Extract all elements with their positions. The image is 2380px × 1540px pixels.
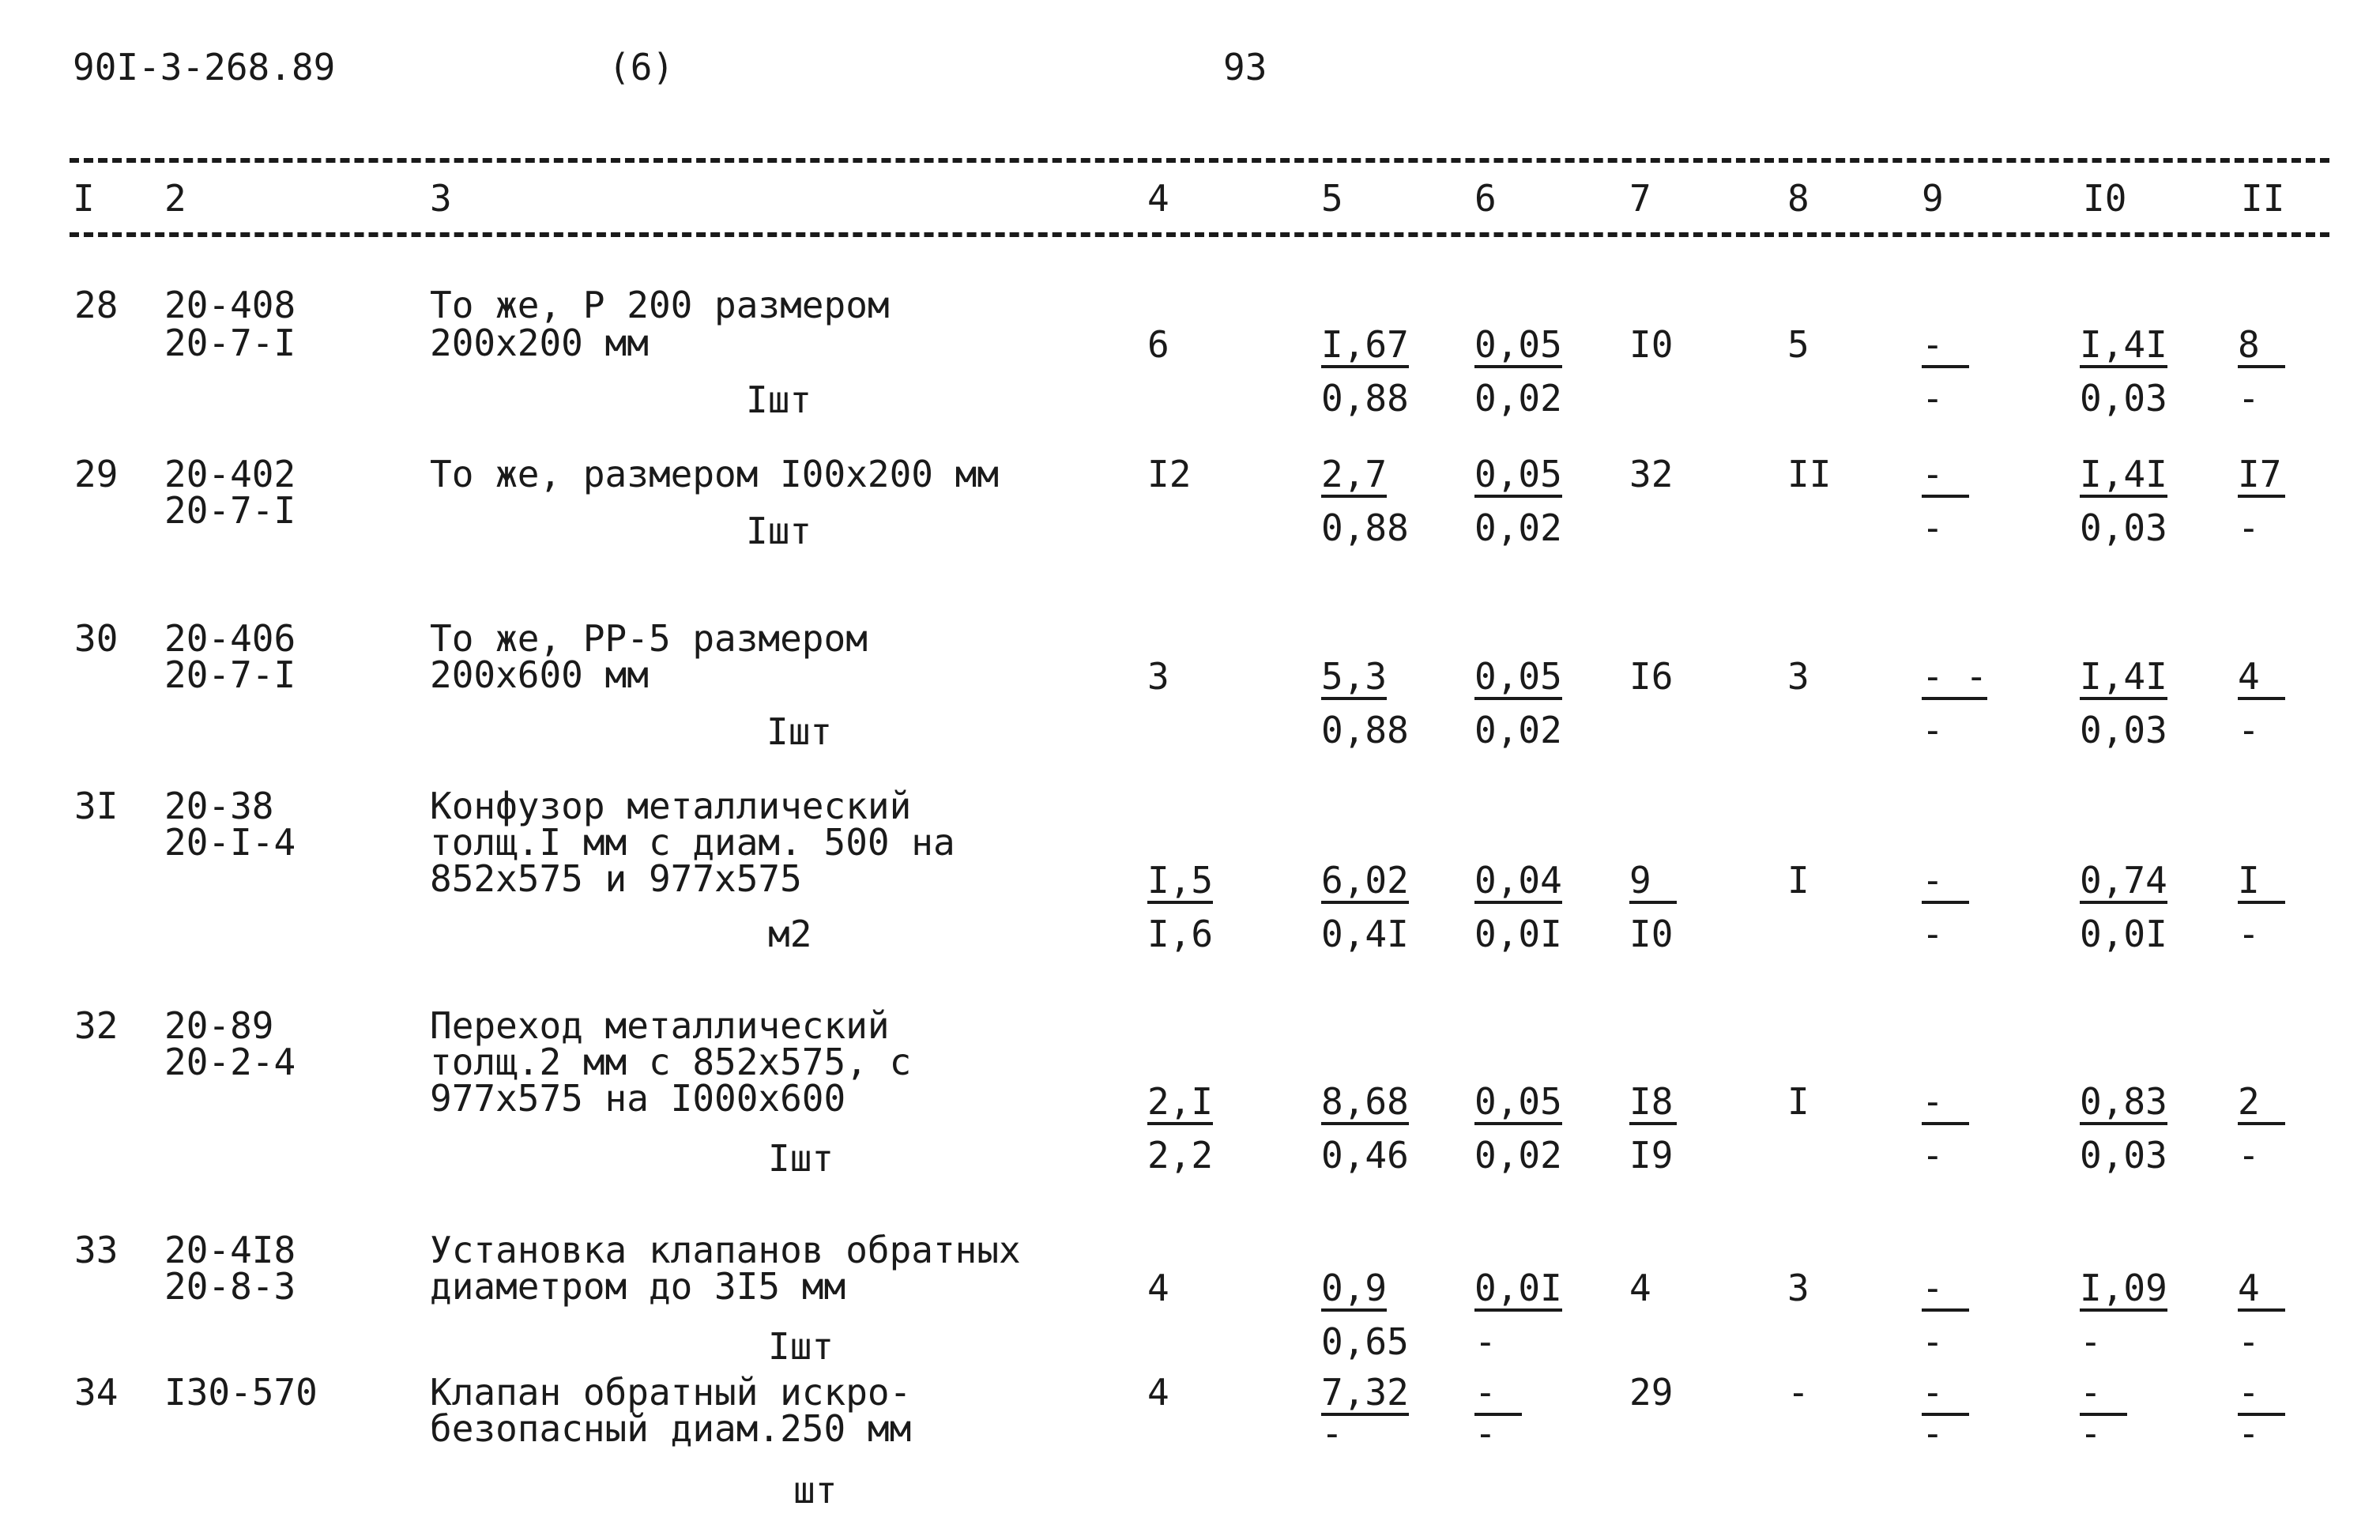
column-header: 9 [1922, 177, 1944, 220]
description-line: То же, Р 200 размером [430, 284, 890, 326]
column-header: 5 [1321, 177, 1343, 220]
value-col8: - [1787, 1371, 1809, 1414]
value-col10-bottom: 0,03 [2080, 709, 2167, 751]
value-col7-bottom: I0 [1629, 913, 1674, 955]
column-header: 3 [430, 177, 452, 220]
value-col6-top: 0,05 [1474, 657, 1562, 700]
value-col9-top: - [1922, 1083, 1969, 1125]
value-col4: I2 [1147, 453, 1192, 495]
column-header: II [2241, 177, 2285, 220]
value-col11-bottom: - [2238, 1412, 2260, 1455]
value-col4: 3 [1147, 655, 1169, 698]
column-header: I [73, 177, 95, 220]
value-col9-top: - [1922, 326, 1969, 368]
value-col9-top: - [1922, 455, 1969, 498]
column-header: 7 [1629, 177, 1651, 220]
value-col5-bottom: - [1321, 1412, 1343, 1455]
norm-code: 20-7-I [164, 489, 296, 532]
unit-label: Iшт [746, 378, 812, 421]
value-col11-bottom: - [2238, 913, 2260, 955]
norm-code: 20-406 [164, 617, 296, 660]
value-col11-top: I7 [2238, 455, 2285, 498]
value-col6-bottom: 0,02 [1474, 506, 1562, 549]
value-col6-bottom: - [1474, 1412, 1497, 1455]
value-col5-bottom: 0,4I [1321, 913, 1409, 955]
value-col9-top: - - [1922, 657, 1987, 700]
value-col4: 4 [1147, 1371, 1169, 1414]
table-header-rule [70, 232, 2329, 237]
description-line: Переход металлический [430, 1004, 890, 1047]
value-col11-bottom: - [2238, 377, 2260, 420]
value-col7: 4 [1629, 1267, 1651, 1309]
unit-label: Iшт [746, 510, 812, 552]
description-line: Клапан обратный искро- [430, 1371, 912, 1414]
value-col5-bottom: 0,88 [1321, 709, 1409, 751]
value-col10-top: I,4I [2080, 455, 2167, 498]
value-col11-bottom: - [2238, 709, 2260, 751]
value-col11-top: 8 [2238, 326, 2285, 368]
unit-label: шт [793, 1469, 838, 1512]
row-number: 33 [74, 1229, 119, 1271]
value-col6-top: 0,05 [1474, 455, 1562, 498]
value-col4-bottom: 2,2 [1147, 1134, 1214, 1177]
value-col5-top: 0,9 [1321, 1269, 1387, 1312]
value-col11-bottom: - [2238, 1320, 2260, 1363]
value-col5-bottom: 0,46 [1321, 1134, 1409, 1177]
value-col9-bottom: - [1922, 506, 1944, 549]
sheet-number: (6) [608, 46, 675, 88]
unit-label: м2 [768, 913, 812, 955]
value-col5-top: I,67 [1321, 326, 1409, 368]
description-line: То же, размером I00х200 мм [430, 453, 1000, 495]
table-top-rule [70, 158, 2329, 163]
value-col10-bottom: 0,03 [2080, 506, 2167, 549]
description-line: толщ.I мм с диам. 500 на [430, 821, 955, 864]
value-col6-bottom: 0,02 [1474, 377, 1562, 420]
norm-code: I30-570 [164, 1371, 318, 1414]
value-col10-top: 0,83 [2080, 1083, 2167, 1125]
value-col10-bottom: 0,0I [2080, 913, 2167, 955]
value-col8: 3 [1787, 655, 1809, 698]
value-col6-top: 0,04 [1474, 861, 1562, 904]
row-number: 29 [74, 453, 119, 495]
norm-code: 20-408 [164, 284, 296, 326]
value-col7-top: I8 [1629, 1083, 1677, 1125]
row-number: 28 [74, 284, 119, 326]
value-col5-top: 5,3 [1321, 657, 1387, 700]
value-col7: 29 [1629, 1371, 1674, 1414]
column-header: 2 [164, 177, 186, 220]
value-col9-bottom: - [1922, 1320, 1944, 1363]
value-col6-bottom: 0,02 [1474, 709, 1562, 751]
value-col11-top: I [2238, 861, 2285, 904]
value-col10-bottom: 0,03 [2080, 1134, 2167, 1177]
description-line: 200х600 мм [430, 653, 649, 696]
value-col6-top: - [1474, 1373, 1522, 1416]
value-col10-top: I,4I [2080, 657, 2167, 700]
value-col4: 4 [1147, 1267, 1169, 1309]
value-col5-top: 2,7 [1321, 455, 1387, 498]
value-col6-bottom: 0,02 [1474, 1134, 1562, 1177]
value-col6-top: 0,05 [1474, 326, 1562, 368]
value-col11-bottom: - [2238, 506, 2260, 549]
description-line: безопасный диам.250 мм [430, 1407, 912, 1450]
value-col10-top: I,4I [2080, 326, 2167, 368]
value-col10-bottom: 0,03 [2080, 377, 2167, 420]
value-col5-top: 6,02 [1321, 861, 1409, 904]
value-col9-bottom: - [1922, 1134, 1944, 1177]
norm-code: 20-4I8 [164, 1229, 296, 1271]
value-col4-bottom: I,6 [1147, 913, 1214, 955]
value-col10-bottom: - [2080, 1320, 2102, 1363]
column-header: 6 [1474, 177, 1497, 220]
page-number: 93 [1223, 46, 1267, 88]
norm-code: 20-2-4 [164, 1041, 296, 1083]
value-col5-top: 7,32 [1321, 1373, 1409, 1416]
value-col10-top: - [2080, 1373, 2127, 1416]
column-header: I0 [2083, 177, 2127, 220]
value-col8: II [1787, 453, 1832, 495]
value-col9-top: - [1922, 861, 1969, 904]
description-line: То же, РР-5 размером [430, 617, 868, 660]
value-col8: 5 [1787, 323, 1809, 366]
value-col6-top: 0,0I [1474, 1269, 1562, 1312]
value-col8: 3 [1787, 1267, 1809, 1309]
norm-code: 20-402 [164, 453, 296, 495]
value-col5-top: 8,68 [1321, 1083, 1409, 1125]
description-line: 200х200 мм [430, 322, 649, 364]
value-col9-top: - [1922, 1269, 1969, 1312]
value-col7: I0 [1629, 323, 1674, 366]
row-number: 32 [74, 1004, 119, 1047]
row-number: 30 [74, 617, 119, 660]
value-col6-top: 0,05 [1474, 1083, 1562, 1125]
value-col11-bottom: - [2238, 1134, 2260, 1177]
row-number: 34 [74, 1371, 119, 1414]
norm-code: 20-8-3 [164, 1265, 296, 1308]
value-col11-top: 2 [2238, 1083, 2285, 1125]
value-col4-top: I,5 [1147, 861, 1213, 904]
value-col6-bottom: 0,0I [1474, 913, 1562, 955]
norm-code: 20-89 [164, 1004, 274, 1047]
description-line: Конфузор металлический [430, 785, 912, 827]
description-line: Установка клапанов обратных [430, 1229, 1021, 1271]
value-col11-top: - [2238, 1373, 2285, 1416]
norm-code: 20-7-I [164, 322, 296, 364]
norm-code: 20-I-4 [164, 821, 296, 864]
description-line: диаметром до 3I5 мм [430, 1265, 846, 1308]
value-col6-bottom: - [1474, 1320, 1497, 1363]
column-header: 4 [1147, 177, 1169, 220]
norm-code: 20-38 [164, 785, 274, 827]
description-line: толщ.2 мм с 852х575, с [430, 1041, 912, 1083]
value-col10-bottom: - [2080, 1412, 2102, 1455]
value-col11-top: 4 [2238, 1269, 2285, 1312]
value-col5-bottom: 0,88 [1321, 506, 1409, 549]
value-col10-top: I,09 [2080, 1269, 2167, 1312]
row-number: 3I [74, 785, 119, 827]
value-col4: 6 [1147, 323, 1169, 366]
description-line: 977х575 на I000х600 [430, 1077, 846, 1120]
value-col9-bottom: - [1922, 1412, 1944, 1455]
column-header: 8 [1787, 177, 1809, 220]
unit-label: Iшт [768, 1137, 834, 1180]
unit-label: Iшт [766, 710, 833, 753]
value-col7-top: 9 [1629, 861, 1677, 904]
value-col5-bottom: 0,65 [1321, 1320, 1409, 1363]
value-col9-bottom: - [1922, 709, 1944, 751]
value-col5-bottom: 0,88 [1321, 377, 1409, 420]
value-col9-bottom: - [1922, 913, 1944, 955]
norm-code: 20-7-I [164, 653, 296, 696]
value-col10-top: 0,74 [2080, 861, 2167, 904]
value-col7: 32 [1629, 453, 1674, 495]
value-col11-top: 4 [2238, 657, 2285, 700]
description-line: 852х575 и 977х575 [430, 857, 802, 900]
value-col4-top: 2,I [1147, 1083, 1213, 1125]
value-col7-bottom: I9 [1629, 1134, 1674, 1177]
value-col8: I [1787, 1080, 1809, 1123]
value-col9-bottom: - [1922, 377, 1944, 420]
value-col8: I [1787, 859, 1809, 902]
value-col9-top: - [1922, 1373, 1969, 1416]
unit-label: Iшт [768, 1325, 834, 1368]
document-code: 90I-3-268.89 [73, 46, 336, 88]
value-col7: I6 [1629, 655, 1674, 698]
